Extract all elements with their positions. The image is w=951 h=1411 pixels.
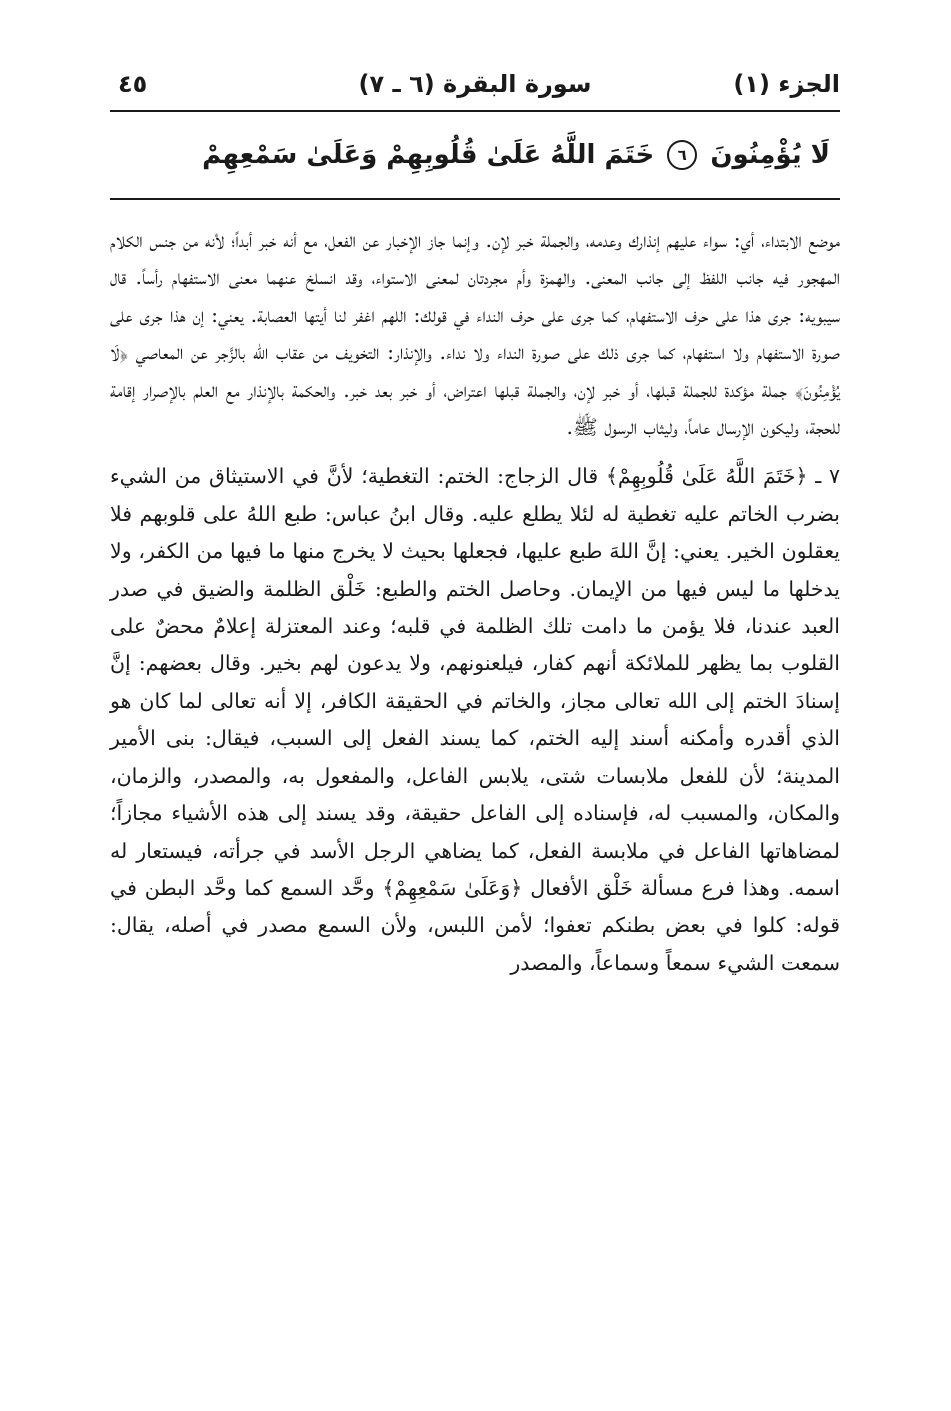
surah-title: سورة البقرة (٦ ـ ٧) bbox=[358, 70, 592, 98]
page-number: ٤٥ bbox=[118, 70, 148, 98]
running-header bbox=[110, 60, 840, 112]
verse-number-marker: ٦ bbox=[667, 140, 697, 170]
commentary-paragraph-2: ٧ ـ ﴿خَتَمَ اللَّهُ عَلَىٰ قُلُوبِهِمْ﴾ قال الزجاج: الختم: التغطية؛ لأنَّ في الاستيثاق من الشيء بضرب الخاتم عليه تغطية له لئلا يطلع عليه. وقال ابنُ عباس: طبع اللهُ على قلوبهم فلا يعقلون الخير. يعني: إنَّ اللهَ طبع عليها، فجعلها بحيث لا يخرج منها ما فيها من الكفر، ولا يدخلها ما ليس فيها من الإيمان. وحاصل الختم والطبع: خَلْق الظلمة والضيق في صدر العبد عندنا، فلا يؤمن ما دامت تلك الظلمة في قلبه؛ وعند المعتزلة إعلامٌ محضٌ على القلوب بما يظهر للملائكة أنهم كفار، فيلعنونهم، ولا يدعون لهم بخير. وقال بعضهم: إنَّ إسنادَ الختم إلى الله تعالى مجاز، والخاتم في الحقيقة الكافر، إلا أنه تعالى لما كان هو الذي أقدره وأمكنه أسند إليه الختم، كما يسند الفعل إلى السبب، فيقال: بنى الأمير المدينة؛ لأن للفعل ملابسات شتى، يلابس الفاعل، والمفعول به، والمصدر، والزمان، والمكان، والمسبب له، فإسناده إلى الفاعل حقيقة، وقد يسند إلى هذه الأشياء مجازاً؛ لمضاهاتها الفاعل في ملابسة الفعل، كما يضاهي الرجل الأسد في جرأته، فيستعار له اسمه. وهذا فرع مسألة خَلْق الأفعال ﴿وَعَلَىٰ سَمْعِهِمْ﴾ وحَّد السمع كما وحَّد البطن في قوله: كلوا في بعض بطنكم تعفوا؛ لأمن اللبس، ولأن السمع مصدر في أصله، يقال: سمعت الشيء سمعاً وسماعاً، والمصدر bbox=[110, 464, 840, 975]
verse-text-part2: خَتَمَ اللَّهُ عَلَىٰ قُلُوبِهِمْ وَعَلَىٰ سَمْعِهِمْ bbox=[202, 139, 655, 170]
juz-label: الجزء (١) bbox=[733, 70, 840, 98]
quran-verse-block bbox=[110, 112, 840, 200]
commentary-paragraph-1: موضع الابتداء، أي: سواء عليهم إنذارك وعدمه، والجملة خبر لإن. وإنما جاز الإخبار عن الفعل، مع أنه خبر أبداً؛ لأنه من جنس الكلام المهجور فيه جانب اللفظ إلى جانب المعنى. والهمزة وأم مجردتان لمعنى الاستواء، وقد انسلخ عنهما معنى الاستفهام رأساً. قال سيبويه: جرى هذا على حرف الاستفهام، كما جرى على حرف النداء في قولك: اللهم اغفر لنا أيتها العصابة. يعني: إن هذا جرى على صورة الاستفهام ولا استفهام، كما جرى ذلك على صورة النداء ولا نداء. والإنذار: التخويف من عقاب الله بالزَّجر عن المعاصي ﴿لَا يُؤْمِنُونَ﴾ جملة مؤكدة للجملة قبلها، أو خبر لإن، والجملة قبلها اعتراض، أو خبر بعد خبر. والحكمة بالإنذار مع العلم بالإصرار إقامة للحجة، وليكون الإرسال عاماً، وليثاب الرسول ﷺ. bbox=[110, 228, 840, 440]
verse-text-part1: لَا يُؤْمِنُونَ bbox=[710, 139, 830, 170]
quran-verse bbox=[202, 140, 830, 171]
book-page bbox=[110, 60, 840, 982]
commentary-text bbox=[110, 222, 840, 982]
